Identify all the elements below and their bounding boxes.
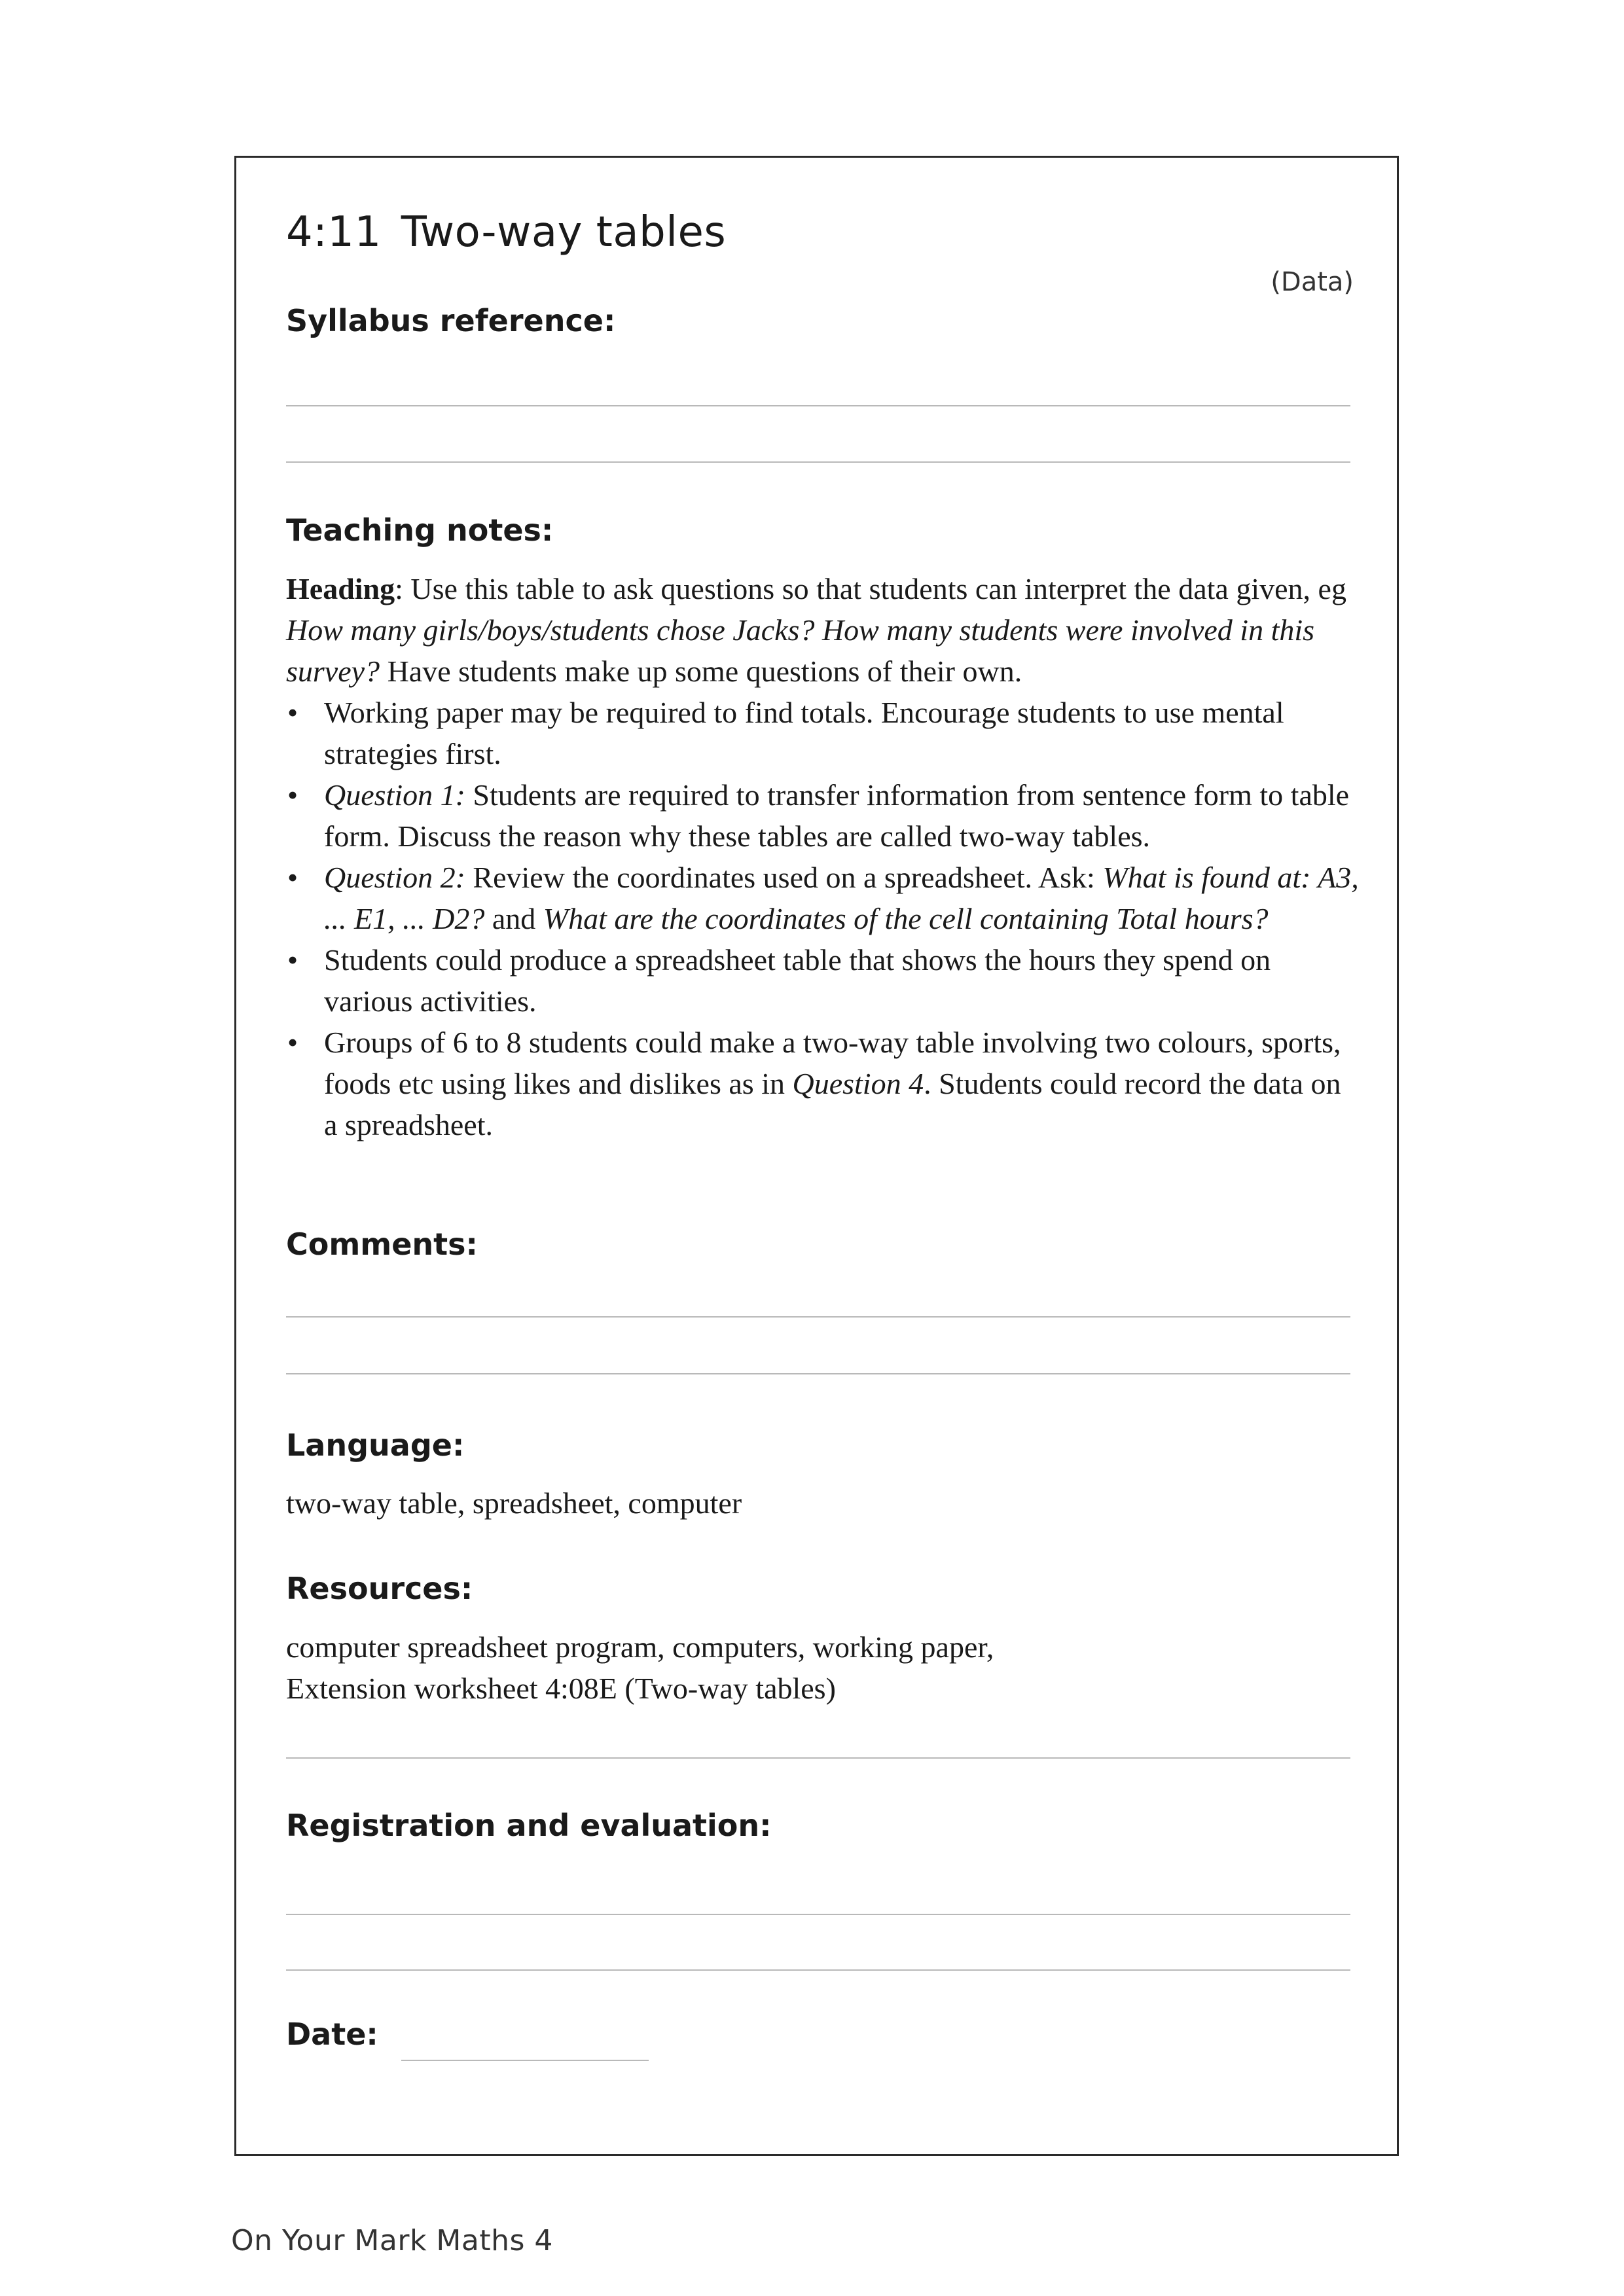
language-heading: Language:: [286, 1427, 465, 1463]
teaching-notes-list: [286, 692, 1360, 1145]
intro-text-2: Have students make up some questions of their own.: [380, 655, 1022, 688]
intro-italic: How many girls/boys/students chose Jacks? How many students were involved in this survey?: [286, 613, 1315, 688]
teaching-notes-heading: Teaching notes:: [286, 512, 554, 548]
list-item: [286, 1022, 1360, 1145]
list-item: [286, 939, 1360, 1022]
syllabus-heading: Syllabus reference:: [286, 303, 616, 338]
resources-line-2: Extension worksheet 4:08E (Two-way tables): [286, 1672, 836, 1705]
intro-text-1: : Use this table to ask questions so that students can interpret the data given, eg: [395, 572, 1346, 605]
date-label: Date:: [286, 2017, 378, 2052]
comments-line-1: [286, 1316, 1350, 1318]
list-item: [286, 774, 1360, 857]
list-item: [286, 857, 1360, 939]
bullet-italic: Question 4: [792, 1067, 924, 1100]
bullet-text: Working paper may be required to find totals. Encourage students to use mental strategies first.: [324, 696, 1284, 770]
bullet-text: and: [484, 902, 543, 935]
page-frame: [234, 156, 1399, 2156]
bullet-text: Students could produce a spreadsheet table that shows the hours they spend on various activities.: [324, 943, 1271, 1018]
date-field-line: [401, 2060, 649, 2061]
bullet-text: Students are required to transfer information from sentence form to table form. Discuss the reason why these tables are called two-way tables.: [324, 778, 1350, 853]
teaching-notes-intro: [286, 568, 1360, 692]
bullet-text: . Students could record the data on a spreadsheet.: [324, 1067, 1341, 1141]
resources-line: [286, 1757, 1350, 1759]
subject-label: (Data): [1271, 267, 1354, 297]
resources-text: [286, 1626, 1360, 1709]
list-item: [286, 692, 1360, 774]
intro-bold: Heading: [286, 572, 395, 605]
bullet-text: Review the coordinates used on a spreadsheet. Ask:: [465, 861, 1103, 894]
registration-line-2: [286, 1969, 1350, 1971]
bullet-italic: Question 2:: [324, 861, 465, 894]
bullet-italic: What are the coordinates of the cell containing Total hours?: [543, 902, 1269, 935]
bullet-text: Groups of 6 to 8 students could make a two-way table involving two colours, sports, foods etc using likes and dislikes as in: [324, 1026, 1341, 1100]
comments-line-2: [286, 1373, 1350, 1374]
registration-heading: Registration and evaluation:: [286, 1808, 772, 1843]
comments-heading: Comments:: [286, 1227, 478, 1262]
syllabus-line-1: [286, 405, 1350, 406]
section-number: 4:11: [286, 208, 382, 257]
section-title-text: Two-way tables: [401, 208, 727, 257]
bullet-italic: What is found at: A3, ... E1, ... D2?: [324, 861, 1359, 935]
teaching-notes-body: [286, 568, 1360, 1145]
registration-line-1: [286, 1914, 1350, 1915]
language-text: two-way table, spreadsheet, computer: [286, 1486, 742, 1520]
section-title: [286, 208, 726, 257]
syllabus-line-2: [286, 461, 1350, 463]
bullet-italic: Question 1:: [324, 778, 465, 812]
resources-heading: Resources:: [286, 1571, 473, 1606]
page-footer: On Your Mark Maths 4: [231, 2224, 553, 2257]
resources-line-1: computer spreadsheet program, computers, working paper,: [286, 1630, 994, 1664]
